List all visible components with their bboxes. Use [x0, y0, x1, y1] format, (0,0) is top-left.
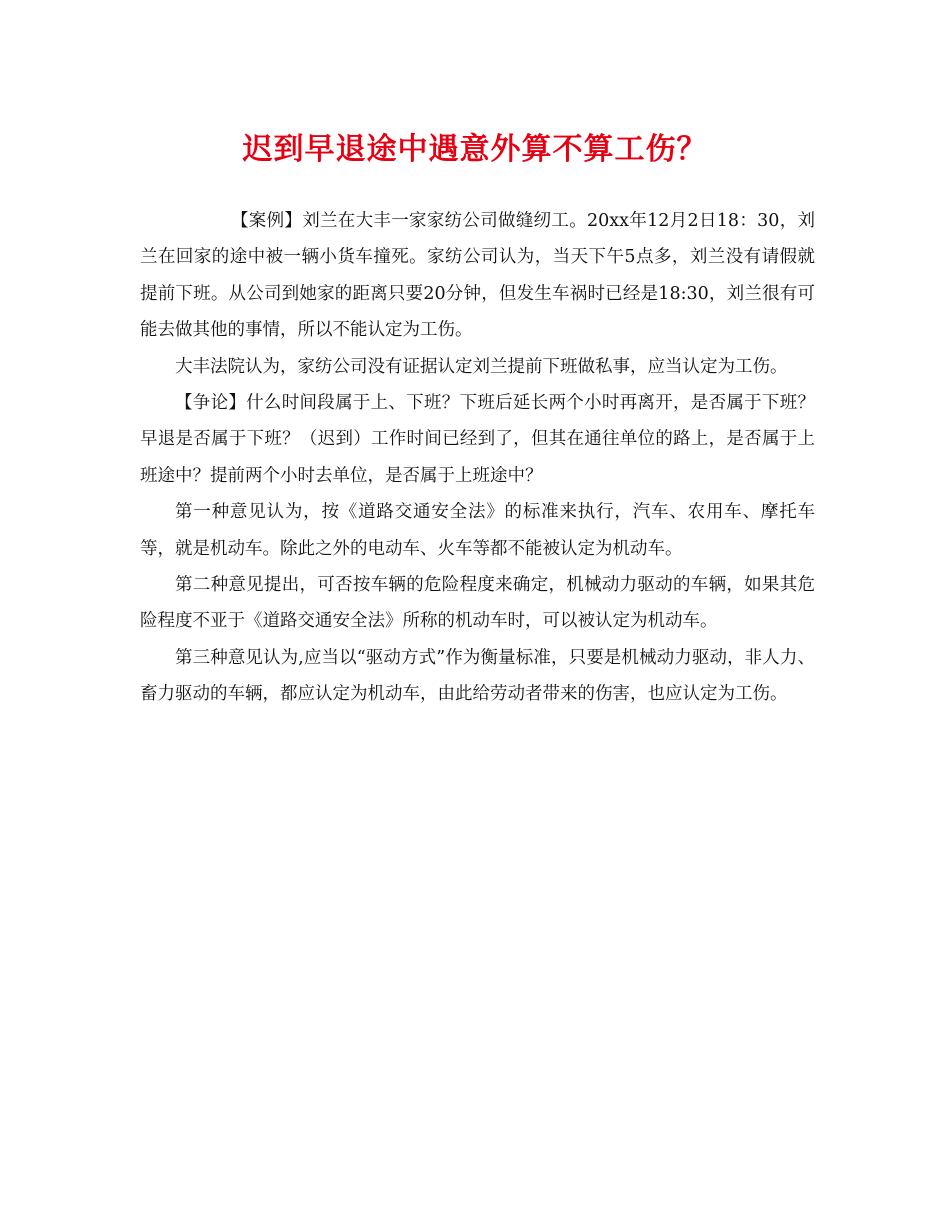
paragraph-opinion-one: 第一种意见认为，按《道路交通安全法》的标准来执行，汽车、农用车、摩托车等，就是机动车。除此之外的电动车、火车等都不能被认定为机动车。 [140, 502, 815, 559]
paragraph-case: 【案例】刘兰在大丰一家家纺公司做缝纫工。20xx年12月2日18：30，刘兰在回家的途中被一辆小货车撞死。家纺公司认为，当天下午5点多，刘兰没有请假就提前下班。从公司到她家的距离只要20分钟，但发生车祸时已经是18:30，刘兰很有可能去做其他的事情，所以不能认定为工伤。 [140, 211, 815, 341]
paragraph-opinion-three: 第三种意见认为,应当以“驱动方式”作为衡量标准，只要是机械动力驱动，非人力、畜力驱动的车辆，都应认定为机动车，由此给劳动者带来的伤害，也应认定为工伤。 [140, 647, 815, 705]
paragraph-opinion-two: 第二种意见提出，可否按车辆的危险程度来确定，机械动力驱动的车辆，如果其危险程度不亚于《道路交通安全法》所称的机动车时，可以被认定为机动车。 [140, 575, 815, 632]
paragraph-court-opinion: 大丰法院认为，家纺公司没有证据认定刘兰提前下班做私事，应当认定为工伤。 [175, 356, 788, 377]
document-title: 迟到早退途中遇意外算不算工伤？ [242, 132, 708, 167]
document-body [140, 203, 815, 713]
paragraph-dispute: 【争论】什么时间段属于上、下班？下班后延长两个小时再离开，是否属于下班？早退是否属于下班？（迟到）工作时间已经到了，但其在通往单位的路上，是否属于上班途中？提前两个小时去单位，是否属于上班途中？ [140, 393, 815, 486]
